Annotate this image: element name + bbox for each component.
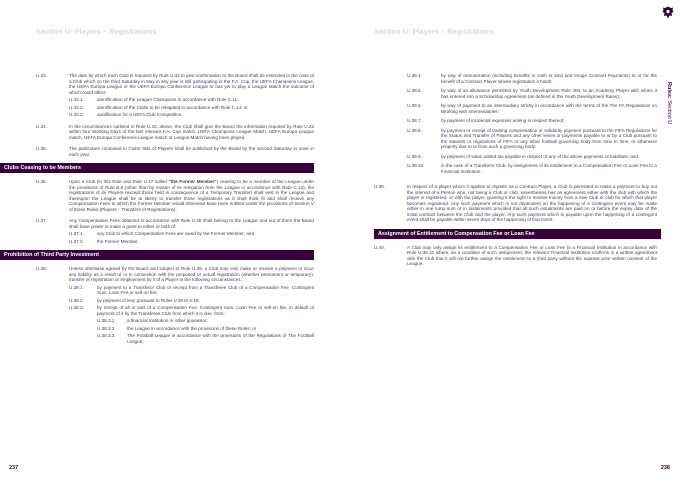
subrule-text: identification of the League Champions in accordance with Rule C.11; [97, 97, 239, 102]
subrule-text: by way of an allowance permitted by Youth Development Rule 300, to an Academy Player with whom it has entered into a Scholarship Agreement (as defined in the Youth Development Rules); [441, 88, 657, 99]
rule-text: The date by which each Club is required by Rule U.32 to give confirmation to the Board shall be extended in the case of a Club which on the third Saturday in May in any year is still participating in the F.A. Cup, the UEFA Champions League, the UEFA Europa League or the UEFA Europa Conference League or has yet to play a League Match the outcome of which could affect: [69, 73, 314, 95]
subrule-text: by way of payment to an intermediary strictly in accordance with the terms of the The FA Regulations on Working with Intermediaries; [441, 103, 657, 114]
rule-u37 [36, 218, 314, 229]
rule-u39 [374, 184, 657, 223]
subrule-number: U.38.4. [407, 73, 422, 78]
subrule-text: by payment to a Transferor Club or receipt from a Transferee Club of a Compensation Fee, Contingent Sum, Loan Fee or sell-on fee; [97, 284, 314, 295]
subrule-text: any Club to which Compensation Fees are owed by the Former Member; and [97, 231, 255, 236]
subrule-text: in the case of a Transferor Club, by assignment of its entitlement to a Compensation Fee or Loan Fee to a Financial Institution. [441, 163, 657, 174]
subrule-u38-3-3 [97, 333, 314, 344]
right-page [340, 0, 680, 483]
subrule-u38-8 [407, 128, 657, 150]
subrule-number: U.38.7. [407, 118, 422, 123]
subrule-text: a financial institution or other guarantor; [127, 318, 208, 323]
subrule-number: U.38.9. [407, 153, 422, 159]
subrule-u38-2 [69, 298, 314, 304]
subrule-number: U.38.8. [407, 127, 422, 133]
subrule-u37-2 [69, 239, 314, 245]
rule-text: Any Compensation Fees obtained in accordance with Rule U.36 shall belong to the League and out of them the Board shall have power to make a grant to either or both of: [69, 218, 314, 229]
subrule-text: identification of the Clubs to be relegated in accordance with Rule C.14; or [97, 104, 248, 110]
subrule-number: U.38.3.1. [97, 318, 116, 323]
subrule-number: U.38.1. [69, 284, 84, 290]
rule-text-part: ) ceasing to be a member of the League under the provisions of Rule B.5 (other than by reason of its relegation from the League in accordance with Rule C.14), the registrations of its Players (except those held in consequence of a Temporary Transfer) shall vest in the League and thereupon the League shall be at liberty to transfer those registrations as it shall think fit and shall receive any Compensation Fees to which the Former Member would otherwise have been entitled under the provisions of Section V of these Rules (Players – Transfers of Registrations). [69, 179, 314, 212]
subrule-text: by payment or receipt of training compensation or solidarity payment pursuant to the FIFA Regulations for the Status and Transfer of Players and any other levies or payments payable to or by a Club pursuant to the statutes or regulations of FIFA or any other football governing body from time to time, or otherwise properly due to or from such a governing body; [441, 127, 657, 149]
subrule-u38-5 [407, 88, 657, 99]
subrule-u33-2 [69, 105, 314, 111]
rule-number: U.36. [36, 179, 47, 184]
rule-number: U.40. [374, 244, 385, 250]
side-tab [666, 82, 672, 124]
subrule-u38-1 [69, 285, 314, 296]
subrule-u37-1 [69, 231, 314, 237]
subrule-text: the Former Member. [97, 238, 139, 244]
subrule-u38-6 [407, 103, 657, 114]
subrule-u38-3-2 [97, 326, 314, 332]
defined-term: “the Former Member” [168, 179, 217, 184]
heading-band-third-party: Prohibition of Third Party Investment [0, 250, 314, 260]
rule-u35 [36, 146, 314, 157]
subrule-u38-10 [407, 163, 657, 174]
section-title-left: Section U: Players – Registrations [36, 27, 157, 36]
subrule-number: U.38.6. [407, 103, 422, 108]
subrule-text: The Football League in accordance with the provisions of the Regulations of The Football League; [127, 333, 314, 344]
rule-number: U.39. [374, 184, 385, 189]
subrule-number: U.38.3.3. [97, 333, 116, 338]
subrule-number: U.33.2. [69, 104, 84, 110]
subrule-u33-1 [69, 97, 314, 103]
heading-band-clubs-ceasing: Clubs Ceasing to be Members [0, 163, 314, 173]
rule-number: U.34. [36, 123, 47, 129]
rule-u36 [36, 179, 314, 212]
heading-band-assignment: Assignment of Entitlement to Compensation Fee or Loan Fee [374, 229, 661, 239]
subrule-number: U.38.3.2. [97, 325, 116, 331]
rule-text: In respect of a player whom it applies to register as a Contract Player, a Club is permitted to make a payment to buy out the interest of a Person who, not being a Club or club, nevertheless has an agreement either with the club with which the player is registered, or with the player, granting it the right to receive money from a new Club or club for which that player becomes registered. Any such payment which is not dependent on the happening of a contingent event may be made either in one lump sum or in instalments provided that all such instalments are paid on or before the expiry date of the initial contract between the Club and the player. Any such payment which is payable upon the happening of a contingent event shall be payable within seven days of the happening of that event. [407, 184, 657, 222]
subrule-u38-4 [407, 73, 657, 84]
rule-text: In the circumstances outlined in Rule U.33, above, the Club shall give the Board the information required by Rule U.32 within four Working Days of the last relevant F.A. Cup match, UEFA Champions League Match, UEFA Europa League match, UEFA Europa Conference League match or League Match having been played. [69, 123, 314, 140]
rule-number: U.38. [36, 266, 47, 271]
side-tab-bold: Rules: [666, 82, 672, 99]
rule-text: A Club may only assign its entitlement to a Compensation Fee or Loan Fee to a Financial Institution in accordance with Rule U.38.10 where, as a condition of such assignment, the relevant Financial Institution confirms in a written agreement with the Club that it will not further assign the entitlement to a third party without the express prior written consent of the League. [407, 244, 657, 266]
subrule-u38-7 [407, 118, 657, 124]
subrule-text: by way of remuneration (including benefits in cash or kind and Image Contract Payments) to or for the benefit of a Contract Player whose registration it holds; [441, 73, 657, 84]
subrule-number: U.37.2. [69, 238, 84, 244]
rule-u38 [36, 266, 314, 283]
subrule-number: U.38.2. [69, 297, 84, 303]
subrule-text: qualification for a UEFA Club Competition. [97, 112, 183, 117]
rule-text: The particulars contained in Clubs’ lists of Players shall be published by the Board by the second Saturday in June in each year. [69, 146, 314, 157]
side-tab-label: Section U [666, 98, 672, 125]
subrule-number: U.38.3. [69, 305, 84, 310]
subrule-text: the League in accordance with the provisions of these Rules; or [127, 325, 257, 331]
subrule-u38-9 [407, 154, 657, 160]
right-column [374, 73, 657, 267]
rule-text-part: Upon a Club (in this Rule and Rule U.37 called [69, 179, 169, 184]
rule-u40 [374, 245, 657, 267]
subrule-text: by payment of levy pursuant to Rules V.38 to V.40; [97, 297, 200, 303]
subrule-number: U.38.5. [407, 88, 422, 93]
subrule-u38-3-1 [97, 318, 314, 324]
subrule-u38-3 [69, 305, 314, 316]
rule-u33 [36, 73, 314, 95]
left-column [4, 73, 314, 344]
rule-text: Unless otherwise agreed by the Board and subject to Rule U.39, a Club may only make or receive a payment or incur any liability as a result of or in connection with the proposed or actual registration (whether permanent or temporary), transfer of registration or employment by it of a Player in the following circumstances: [69, 266, 314, 282]
rule-number: U.37. [36, 218, 47, 223]
subrule-number: U.33.3. [69, 112, 84, 117]
rule-u34 [36, 124, 314, 141]
subrule-number: U.38.10. [407, 163, 425, 168]
subrule-number: U.37.1. [69, 231, 84, 236]
page-number-right: 238 [660, 465, 670, 471]
rule-number: U.35. [36, 146, 47, 151]
page-number-left: 237 [9, 465, 19, 471]
subrule-text: by payment of incidental expenses arising in respect thereof; [441, 118, 565, 123]
subrule-number: U.33.1. [69, 97, 84, 102]
premier-league-lion-logo [662, 6, 674, 19]
rule-number: U.33. [36, 73, 47, 78]
section-title-right: Section U: Players – Registrations [374, 27, 495, 36]
rule-text [69, 179, 314, 212]
subrule-text: by payment of value added tax payable in respect of any of the above payments or liabilities; and [441, 153, 638, 159]
subrule-u33-3 [69, 112, 314, 118]
subrule-text: by receipt of all or part of a Compensation Fee, Contingent Sum, Loan Fee or sell-on fee, in default of payment of it by the Transferee Club from which it is due, from: [97, 305, 314, 316]
